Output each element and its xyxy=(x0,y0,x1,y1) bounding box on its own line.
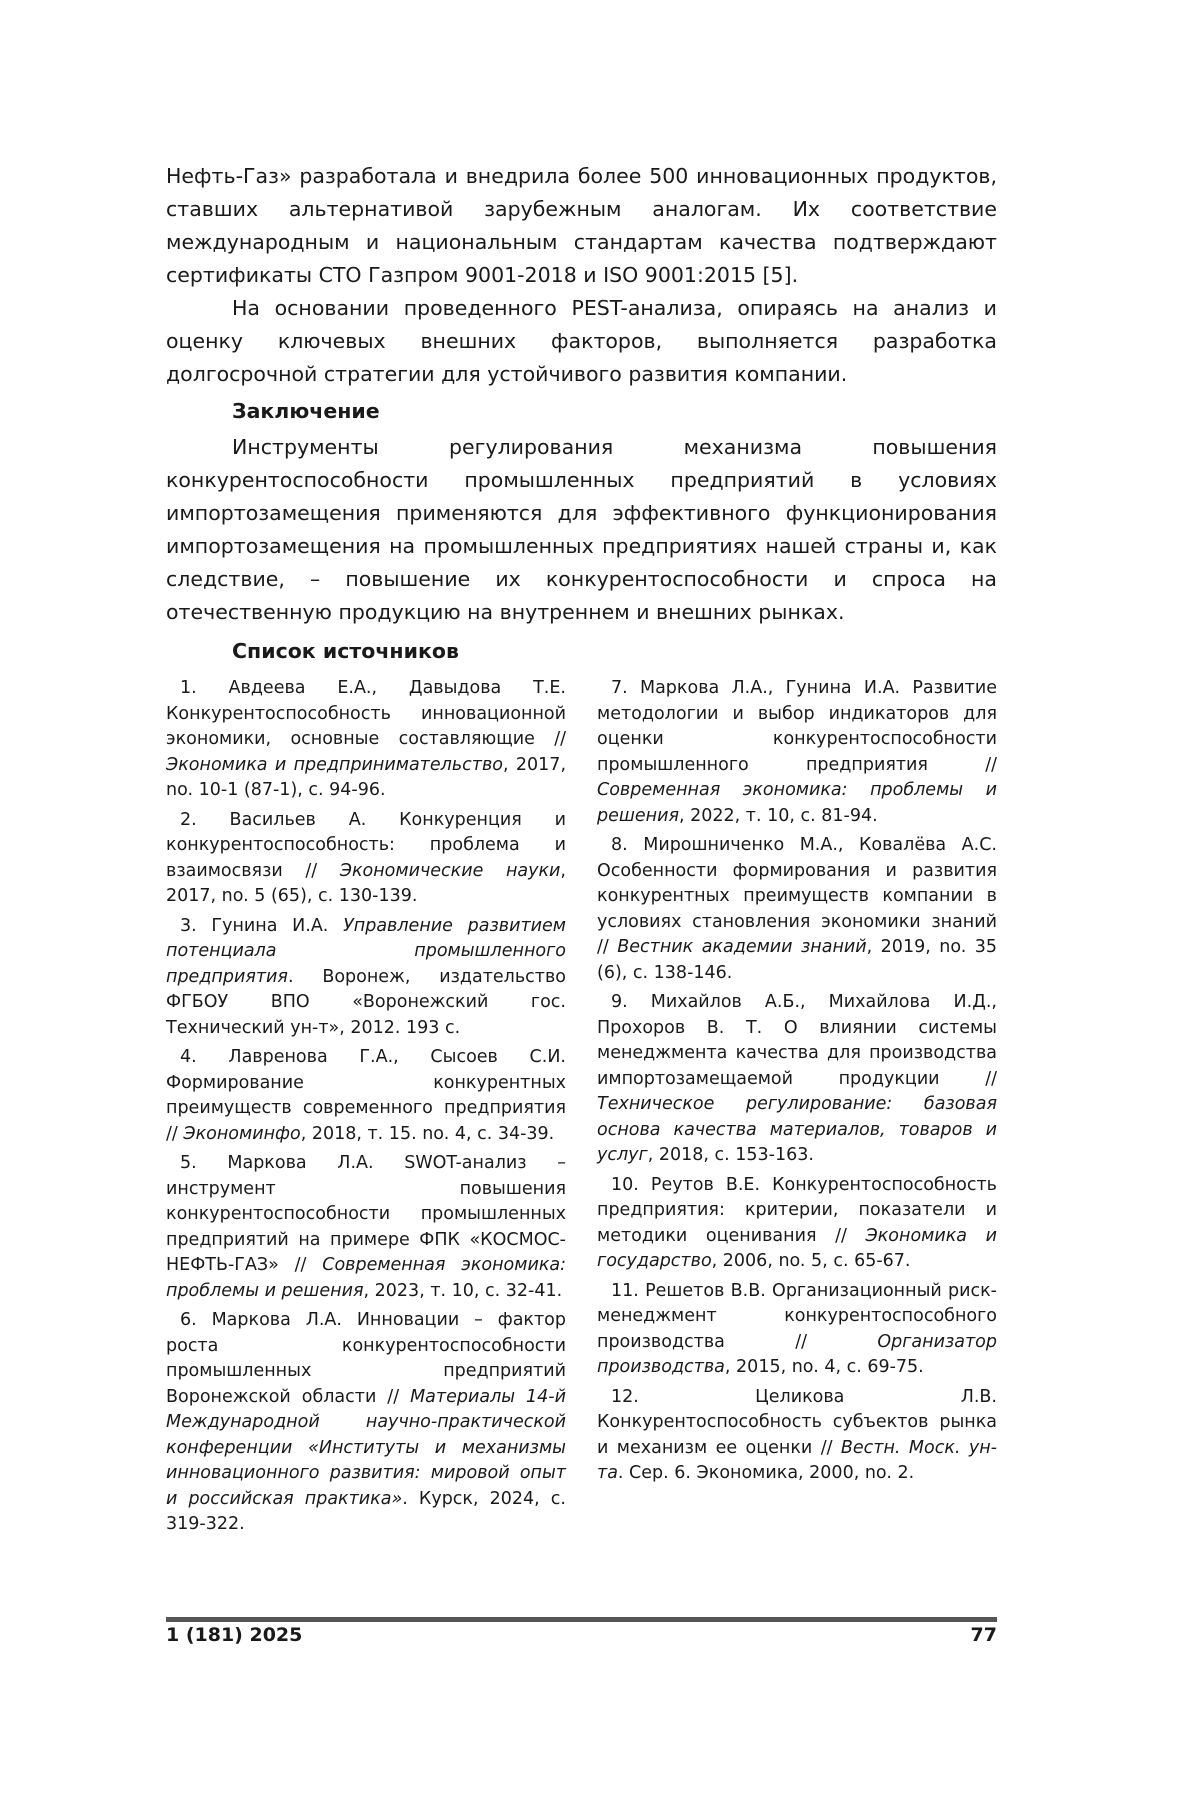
reference-item xyxy=(597,1279,997,1381)
reference-item xyxy=(597,833,997,986)
reference-text: , 2019, no. 35 (6), с. 138-146. xyxy=(597,937,997,983)
reference-item xyxy=(166,676,566,804)
reference-text: 5. Маркова Л.А. SWOT-анализ – инструмент повышения конкурентоспособности промышленных предприятий на примере ФПК «КОСМОС-НЕФТЬ-ГАЗ» // xyxy=(166,1153,566,1275)
article-body xyxy=(166,160,997,671)
reference-source-title: Вестн. Моск. ун-та xyxy=(597,1438,997,1484)
reference-item xyxy=(597,990,997,1169)
reference-text: , 2015, no. 4, с. 69-75. xyxy=(725,1357,924,1377)
page-footer xyxy=(166,1624,997,1646)
reference-source-title: Экономические науки xyxy=(340,861,561,881)
reference-item xyxy=(166,808,566,910)
reference-source-title: Техническое регулирование: базовая основа качества материалов, товаров и услуг xyxy=(597,1094,997,1165)
reference-list xyxy=(166,676,997,1542)
reference-text: . Воронеж, издательство ФГБОУ ВПО «Воронежский гос. Технический ун-т», 2012. 193 с. xyxy=(166,967,566,1038)
reference-text: 1. Авдеева Е.А., Давыдова Т.Е. Конкурентоспособность инновационной экономики, основные составляющие // xyxy=(166,678,566,749)
reference-source-title: Вестник академии знаний xyxy=(617,937,866,957)
reference-text: 4. Лавренова Г.А., Сысоев С.И. Формирование конкурентных преимуществ современного предприятия // xyxy=(166,1047,566,1144)
reference-source-title: Экономика и государство xyxy=(597,1226,997,1272)
reference-text: . Курск, 2024, с. 319-322. xyxy=(166,1489,566,1535)
sources-heading: Список источников xyxy=(232,633,997,669)
conclusion-heading: Заключение xyxy=(232,393,997,429)
reference-text: 8. Мирошниченко М.А., Ковалёва А.С. Особенности формирования и развития конкурентных преимуществ компании в условиях становления экономики знаний // xyxy=(597,835,997,957)
issue-number: 1 (181) 2025 xyxy=(166,1624,302,1646)
reference-text: , 2017, no. 10-1 (87-1), с. 94-96. xyxy=(166,755,566,801)
reference-source-title: Материалы 14-й Международной научно-практической конференции «Институты и механизмы инновационного развития: мировой опыт и российская практика» xyxy=(166,1387,566,1509)
reference-text: 9. Михайлов А.Б., Михайлова И.Д., Прохоров В. Т. О влиянии системы менеджмента качества для производства импортозамещаемой продукции // xyxy=(597,992,997,1089)
footer-divider xyxy=(166,1617,997,1622)
reference-text: , 2018, с. 153-163. xyxy=(648,1145,814,1165)
reference-source-title: Современная экономика: проблемы и решения xyxy=(166,1255,566,1301)
reference-item xyxy=(597,1385,997,1487)
reference-item xyxy=(166,1151,566,1304)
reference-item xyxy=(166,1045,566,1147)
reference-column-right xyxy=(597,676,997,1542)
reference-text: 7. Маркова Л.А., Гунина И.А. Развитие методологии и выбор индикаторов для оценки конкурентоспособности промышленного предприятия // xyxy=(597,678,997,775)
reference-text: . Сер. 6. Экономика, 2000, no. 2. xyxy=(618,1463,914,1483)
paragraph: Инструменты регулирования механизма повышения конкурентоспособности промышленных предприятий в условиях импортозамещения применяются для эффективного функционирования импортозамещения на промышленных предприятиях нашей страны и, как следствие, – повышение их конкурентоспособности и спроса на отечественную продукцию на внутреннем и внешних рынках. xyxy=(166,431,997,629)
reference-text: , 2018, т. 15. no. 4, с. 34-39. xyxy=(301,1124,555,1144)
reference-item xyxy=(597,1173,997,1275)
reference-text: 3. Гунина И.А. xyxy=(180,916,343,936)
page-number: 77 xyxy=(971,1624,997,1646)
reference-item xyxy=(166,914,566,1042)
paragraph: Нефть-Газ» разработала и внедрила более 500 инновационных продуктов, ставших альтернативой зарубежным аналогам. Их соответствие международным и национальным стандартам качества подтверждают сертификаты СТО Газпром 9001-2018 и ISO 9001:2015 [5]. xyxy=(166,160,997,292)
reference-text: 12. Целикова Л.В. Конкурентоспособность субъектов рынка и механизм ее оценки // xyxy=(597,1387,997,1458)
reference-text: 10. Реутов В.Е. Конкурентоспособность предприятия: критерии, показатели и методики оценивания // xyxy=(597,1175,997,1246)
reference-text: 2. Васильев А. Конкуренция и конкурентоспособность: проблема и взаимосвязи // xyxy=(166,810,566,881)
reference-text: , 2017, no. 5 (65), с. 130-139. xyxy=(166,861,566,907)
reference-source-title: Управление развитием потенциала промышленного предприятия xyxy=(166,916,566,987)
reference-text: , 2023, т. 10, с. 32-41. xyxy=(364,1281,563,1301)
reference-text: , 2006, no. 5, с. 65-67. xyxy=(712,1251,911,1271)
reference-source-title: Современная экономика: проблемы и решения xyxy=(597,780,997,826)
reference-column-left xyxy=(166,676,566,1542)
reference-item xyxy=(166,1308,566,1538)
reference-item xyxy=(597,676,997,829)
reference-source-title: Экономика и предпринимательство xyxy=(166,755,503,775)
reference-text: 6. Маркова Л.А. Инновации – фактор роста конкурентоспособности промышленных предприятий Воронежской области // xyxy=(166,1310,566,1407)
reference-source-title: Организатор производства xyxy=(597,1332,997,1378)
reference-text: , 2022, т. 10, с. 81-94. xyxy=(679,806,878,826)
paragraph: На основании проведенного PEST-анализа, опираясь на анализ и оценку ключевых внешних факторов, выполняется разработка долгосрочной стратегии для устойчивого развития компании. xyxy=(166,292,997,391)
reference-source-title: Экономинфо xyxy=(183,1124,300,1144)
reference-text: 11. Решетов В.В. Организационный риск-менеджмент конкурентоспособного производства // xyxy=(597,1281,997,1352)
